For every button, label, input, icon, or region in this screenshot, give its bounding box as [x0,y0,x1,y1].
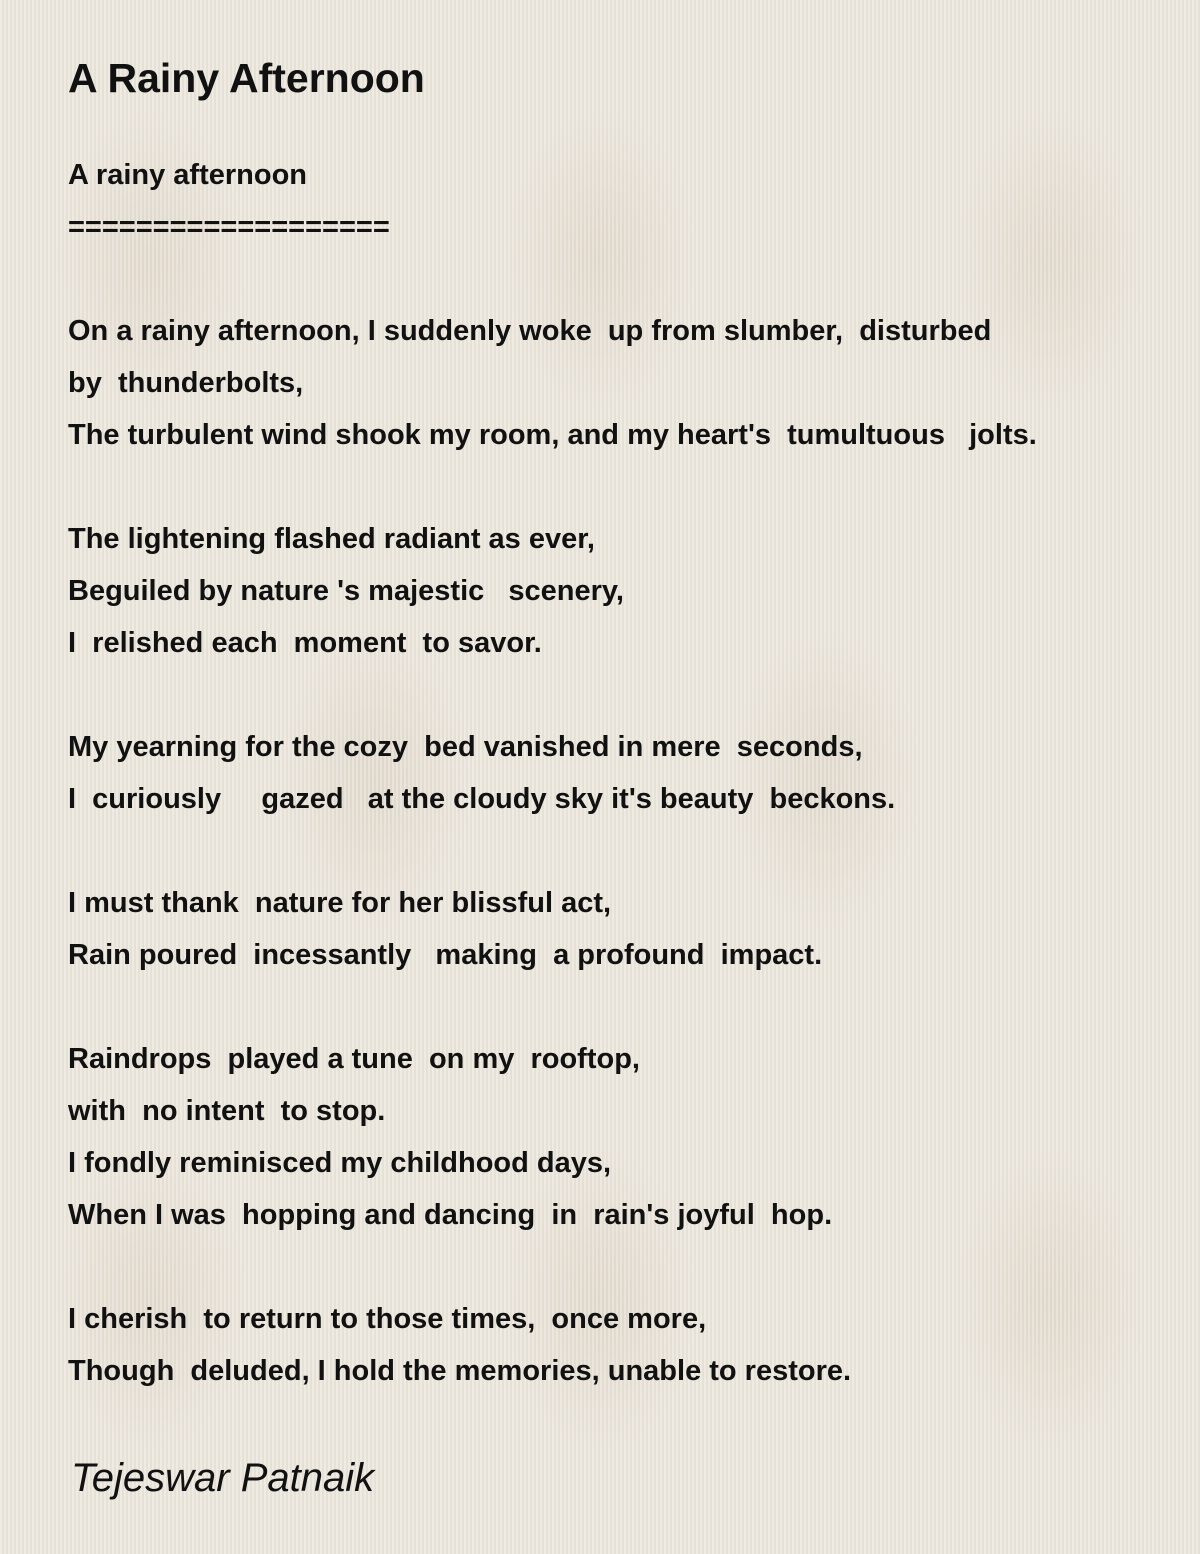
poem-line: I must thank nature for her blissful act, [68,887,612,919]
poem-line [68,1241,1178,1293]
poem-line: I relished each moment to savor. [68,627,542,659]
poem-line: A rainy afternoon [68,159,308,191]
poem-line [68,825,1178,877]
poem-line: Though deluded, I hold the memories, unable to restore. [68,1355,852,1387]
poem-line [68,461,1178,513]
poem-line [68,253,1178,305]
poem-line [68,669,1178,721]
poem-line: On a rainy afternoon, I suddenly woke up from slumber, disturbed [68,315,992,347]
poem-line: I curiously gazed at the cloudy sky it's beauty beckons. [68,783,896,815]
poem-line: The turbulent wind shook my room, and my heart's tumultuous jolts. [68,419,1037,451]
poem-line: I cherish to return to those times, once more, [68,1303,707,1335]
poem-line: with no intent to stop. [68,1095,386,1127]
poem-line: When I was hopping and dancing in rain's joyful hop. [68,1199,833,1231]
poem-line: by thunderbolts, [68,367,304,399]
poem-line: Rain poured incessantly making a profound impact. [68,939,823,971]
poem-line: =================== [68,211,390,243]
poem-line: I fondly reminisced my childhood days, [68,1147,612,1179]
poem-line: Raindrops played a tune on my rooftop, [68,1043,640,1075]
poem-line: The lightening flashed radiant as ever, [68,523,595,555]
poem-line: Beguiled by nature 's majestic scenery, [68,575,624,607]
poem-body [68,149,1178,1397]
poem-author: Tejeswar Patnaik [71,1456,375,1500]
poem-line: My yearning for the cozy bed vanished in mere seconds, [68,731,863,763]
poem-title: A Rainy Afternoon [68,55,425,101]
poem-line [68,981,1178,1033]
